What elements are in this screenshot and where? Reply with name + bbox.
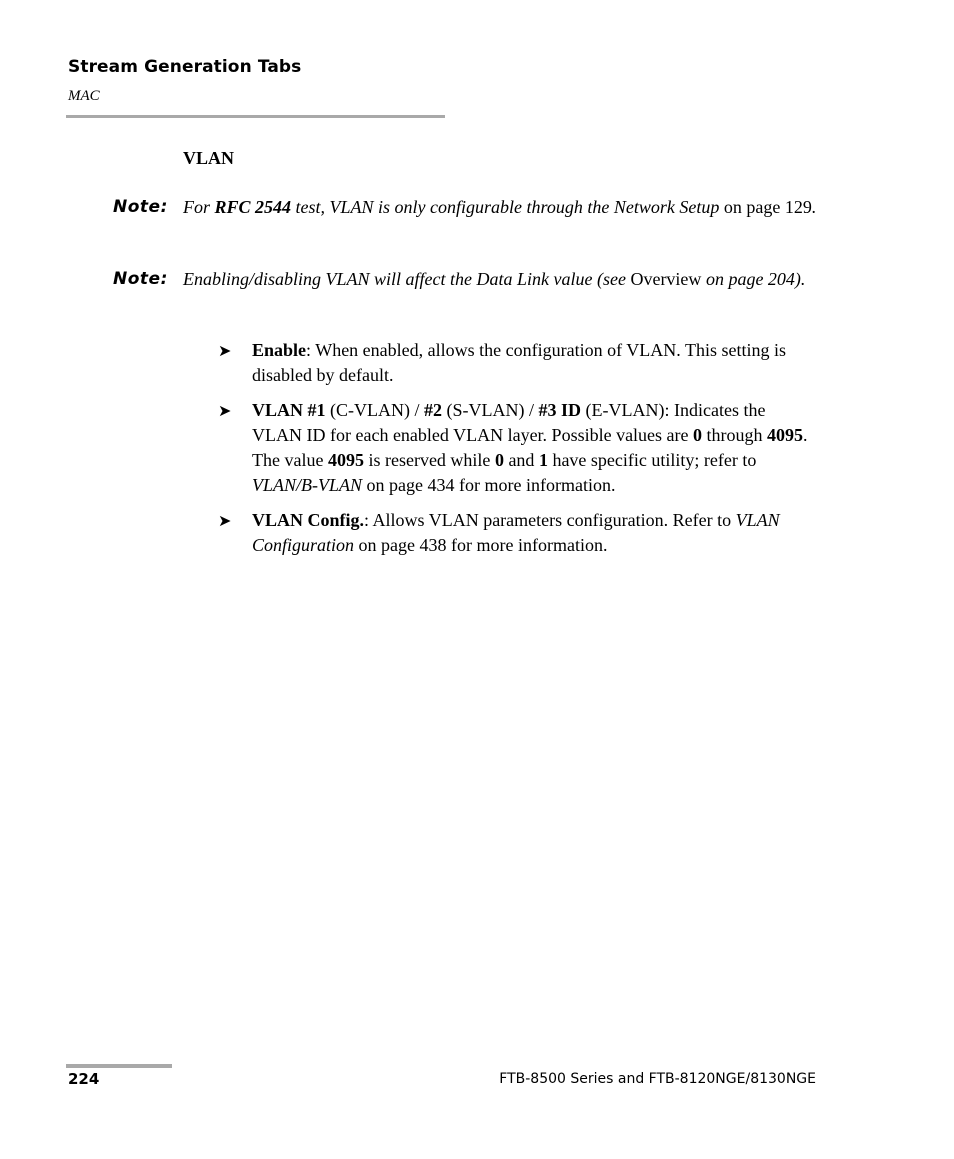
list-item bbox=[218, 398, 818, 497]
list-item-text: VLAN Config.: Allows VLAN parameters configuration. Refer to VLAN Configuration on page 438 for more information. bbox=[252, 510, 780, 555]
list-item bbox=[218, 508, 818, 557]
page-header-title: Stream Generation Tabs bbox=[68, 57, 302, 77]
bullet-list bbox=[218, 338, 818, 569]
note-1 bbox=[113, 195, 833, 219]
section-heading: VLAN bbox=[183, 148, 235, 168]
note-text: For RFC 2544 test, VLAN is only configurable through the Network Setup on page 129. bbox=[183, 197, 817, 217]
note-text: Enabling/disabling VLAN will affect the Data Link value (see Overview on page 204). bbox=[183, 269, 806, 289]
note-label: Note: bbox=[113, 197, 168, 217]
list-item-text: Enable: When enabled, allows the configuration of VLAN. This setting is disabled by default. bbox=[252, 340, 786, 385]
note-label: Note: bbox=[113, 269, 168, 289]
arrow-bullet-icon: ➤ bbox=[218, 343, 232, 360]
list-item bbox=[218, 338, 818, 387]
list-item-text: VLAN #1 (C-VLAN) / #2 (S-VLAN) / #3 ID (E-VLAN): Indicates the VLAN ID for each enabled VLAN layer. Possible values are 0 through 4095. The value 4095 is reserved while 0 and 1 have specific utility; refer to VLAN/B-VLAN on page 434 for more information. bbox=[252, 400, 808, 495]
cross-reference-link: VLAN Configuration bbox=[252, 510, 780, 555]
page-number: 224 bbox=[68, 1070, 100, 1088]
note-2 bbox=[113, 267, 833, 291]
footer-product-name: FTB-8500 Series and FTB-8120NGE/8130NGE bbox=[499, 1071, 816, 1087]
header-divider bbox=[66, 115, 445, 118]
arrow-bullet-icon: ➤ bbox=[218, 403, 232, 421]
cross-reference-link: VLAN/B-VLAN bbox=[252, 474, 363, 495]
arrow-bullet-icon: ➤ bbox=[218, 513, 232, 531]
footer-divider bbox=[66, 1064, 172, 1068]
page-header-subtitle: MAC bbox=[68, 88, 100, 104]
